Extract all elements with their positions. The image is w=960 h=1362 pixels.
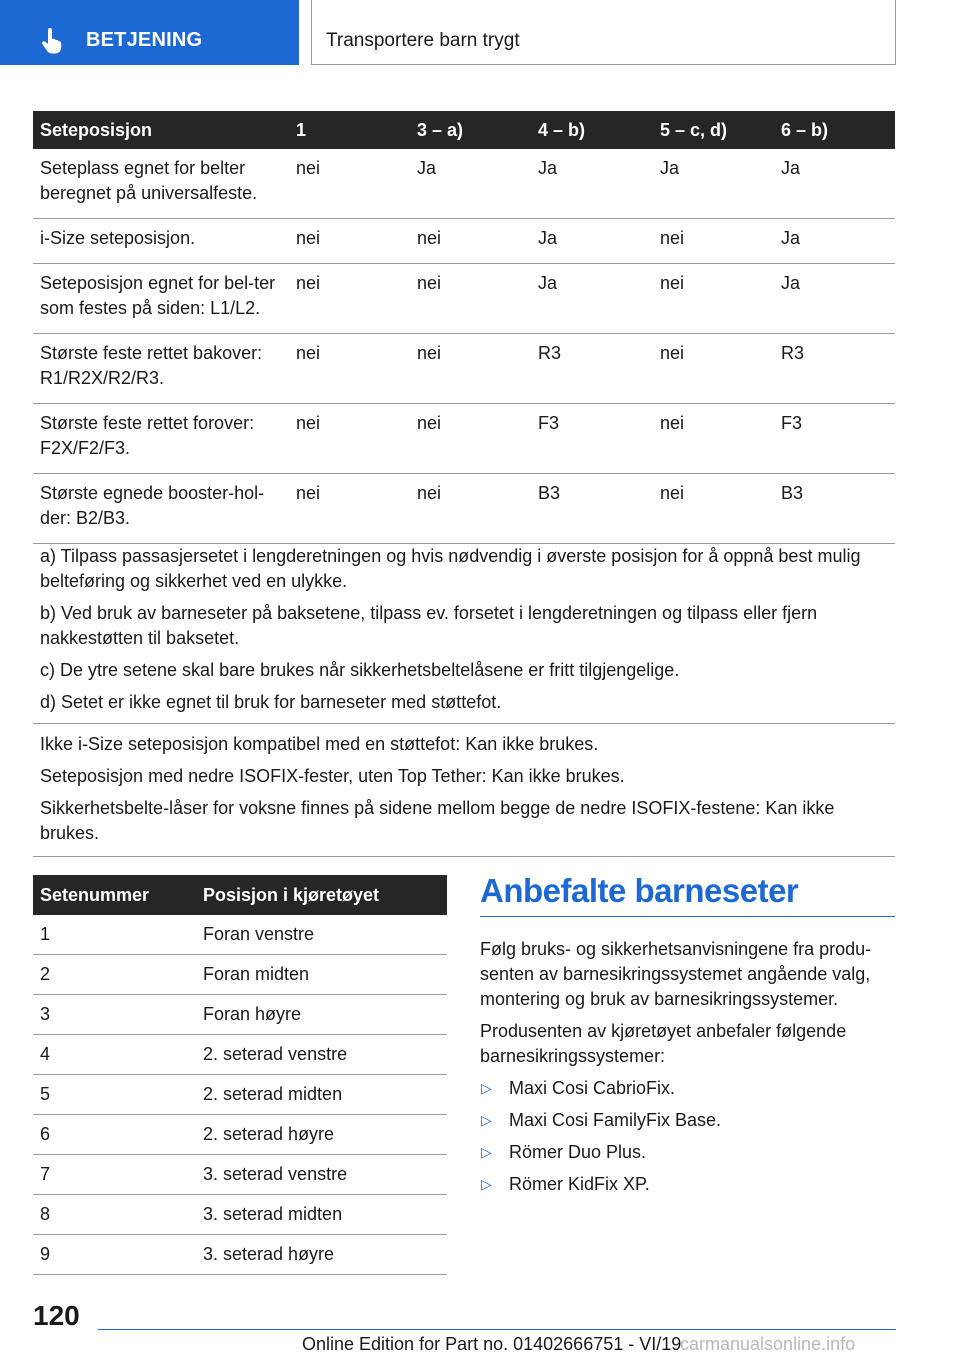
table-cell: 1: [33, 915, 196, 955]
divider: [33, 856, 895, 857]
triangle-bullet-icon: ▷: [481, 1144, 492, 1160]
list-item-text: Römer Duo Plus.: [509, 1142, 647, 1162]
column-header: Posisjon i kjøretøyet: [196, 875, 447, 915]
table-cell: 6: [33, 1115, 196, 1155]
hand-pointer-icon: [40, 28, 64, 54]
table-cell: Seteposisjon egnet for bel-ter som festes på siden: L1/L2.: [33, 264, 289, 334]
column-header: 6 – b): [774, 111, 895, 149]
table-row: [33, 149, 895, 219]
section-heading: Anbefalte barneseter: [480, 872, 895, 917]
edition-note: Online Edition for Part no. 01402666751 - VI/19: [302, 1334, 682, 1354]
table-cell: 2. seterad høyre: [196, 1115, 447, 1155]
page-number: 120: [33, 1300, 80, 1331]
seat-number-table: [33, 875, 447, 1275]
table-row: [33, 915, 447, 955]
table-cell: Ja: [410, 149, 531, 219]
table-cell: 9: [33, 1235, 196, 1275]
list-item-text: Römer KidFix XP.: [509, 1174, 650, 1194]
footnotes-block: [33, 538, 895, 857]
table-cell: 3. seterad venstre: [196, 1155, 447, 1195]
table-cell: nei: [289, 264, 410, 334]
table-row: [33, 264, 895, 334]
table-cell: 2. seterad venstre: [196, 1035, 447, 1075]
table-cell: Foran midten: [196, 955, 447, 995]
table-cell: nei: [289, 404, 410, 474]
table-cell: nei: [410, 474, 531, 544]
table-cell: Ja: [531, 264, 653, 334]
table-row: [33, 404, 895, 474]
table-row: [33, 1075, 447, 1115]
recommended-list: [480, 1076, 900, 1197]
table-row: [33, 1235, 447, 1275]
table-cell: F3: [774, 404, 895, 474]
table-cell: nei: [653, 264, 774, 334]
column-header: 1: [289, 111, 410, 149]
paragraph: Produsenten av kjøretøyet anbefaler følgende barnesikringssystemer:: [480, 1021, 847, 1066]
list-item: [480, 1076, 900, 1101]
table-cell: 3. seterad midten: [196, 1195, 447, 1235]
table-row: [33, 219, 895, 264]
note: Seteposisjon med nedre ISOFIX-fester, uten Top Tether: Kan ikke brukes.: [40, 766, 625, 786]
table-cell: Foran høyre: [196, 995, 447, 1035]
column-header: Setenummer: [33, 875, 196, 915]
table-cell: nei: [653, 474, 774, 544]
table-row: [33, 1155, 447, 1195]
table-row: [33, 334, 895, 404]
column-header: Seteposisjon: [33, 111, 289, 149]
list-item: [480, 1172, 900, 1197]
column-header: 4 – b): [531, 111, 653, 149]
table-cell: nei: [289, 219, 410, 264]
footnote: a) Tilpass passasjersetet i lengderetningen og hvis nødvendig i øverste posisjon for å oppnå best mulig belteføring og sikkerhet ved en ulykke.: [40, 546, 861, 591]
footnote: b) Ved bruk av barneseter på baksetene, tilpass ev. forsetet i lengderetningen og tilpass eller fjern nakkestøtten til baksetet.: [40, 603, 818, 648]
column-header: 3 – a): [410, 111, 531, 149]
table-row: [33, 1195, 447, 1235]
page-title-box: [311, 0, 896, 65]
table-cell: nei: [410, 404, 531, 474]
footnote: d) Setet er ikke egnet til bruk for barneseter med støttefot.: [40, 692, 502, 712]
note: Ikke i-Size seteposisjon kompatibel med en støttefot: Kan ikke brukes.: [40, 734, 599, 754]
table-cell: F3: [531, 404, 653, 474]
table-cell: Ja: [774, 149, 895, 219]
table-cell: nei: [653, 334, 774, 404]
table-cell: nei: [289, 334, 410, 404]
table-cell: 5: [33, 1075, 196, 1115]
table-cell: Største feste rettet bakover: R1/R2X/R2/R3.: [33, 334, 289, 404]
table-cell: nei: [289, 149, 410, 219]
table-cell: 3: [33, 995, 196, 1035]
watermark: carmanualsonline.info: [680, 1334, 856, 1354]
table-cell: B3: [531, 474, 653, 544]
list-item-text: Maxi Cosi CabrioFix.: [509, 1078, 676, 1098]
table-cell: R3: [774, 334, 895, 404]
table-cell: 2: [33, 955, 196, 995]
page-title: Transportere barn trygt: [326, 30, 520, 51]
table-cell: Ja: [531, 219, 653, 264]
triangle-bullet-icon: ▷: [481, 1080, 492, 1096]
table-cell: nei: [410, 334, 531, 404]
table-cell: 3. seterad høyre: [196, 1235, 447, 1275]
table-row: [33, 955, 447, 995]
table-cell: 8: [33, 1195, 196, 1235]
list-item: [480, 1108, 900, 1133]
list-item-text: Maxi Cosi FamilyFix Base.: [509, 1110, 722, 1130]
table-row: [33, 474, 895, 544]
table-cell: Ja: [653, 149, 774, 219]
table-header-row: [33, 111, 895, 149]
triangle-bullet-icon: ▷: [481, 1176, 492, 1192]
table-cell: 4: [33, 1035, 196, 1075]
table-cell: Største egnede booster-hol-der: B2/B3.: [33, 474, 289, 544]
table-cell: Foran venstre: [196, 915, 447, 955]
table-row: [33, 1115, 447, 1155]
table-cell: nei: [410, 264, 531, 334]
list-item: [480, 1140, 900, 1165]
table-cell: B3: [774, 474, 895, 544]
table-row: [33, 995, 447, 1035]
section-label: BETJENING: [86, 29, 203, 51]
table-cell: Ja: [774, 264, 895, 334]
table-cell: 7: [33, 1155, 196, 1195]
table-cell: Største feste rettet forover: F2X/F2/F3.: [33, 404, 289, 474]
table-cell: i-Size seteposisjon.: [33, 219, 289, 264]
paragraph: Følg bruks- og sikkerhetsanvisningene fra produ-senten av barnesikringssystemet angående valg, montering og bruk av barnesikringssystemer.: [480, 939, 872, 1009]
seat-position-table: [33, 111, 895, 544]
table-cell: R3: [531, 334, 653, 404]
notes-block: [40, 724, 888, 846]
table-cell: Ja: [531, 149, 653, 219]
note: Sikkerhetsbelte-låser for voksne finnes på sidene mellom begge de nedre ISOFIX-festene: Kan ikke brukes.: [40, 798, 835, 843]
table-cell: nei: [653, 219, 774, 264]
table-cell: nei: [410, 219, 531, 264]
table-cell: nei: [653, 404, 774, 474]
footnote: c) De ytre setene skal bare brukes når sikkerhetsbeltelåsene er fritt tilgjengelige.: [40, 660, 680, 680]
recommended-body: [480, 937, 900, 1204]
table-cell: 2. seterad midten: [196, 1075, 447, 1115]
section-tab[interactable]: [0, 0, 299, 65]
table-cell: Seteplass egnet for belter beregnet på universalfeste.: [33, 149, 289, 219]
table-header-row: [33, 875, 447, 915]
table-cell: nei: [289, 474, 410, 544]
table-row: [33, 1035, 447, 1075]
triangle-bullet-icon: ▷: [481, 1112, 492, 1128]
table-cell: Ja: [774, 219, 895, 264]
column-header: 5 – c, d): [653, 111, 774, 149]
footer-divider: [98, 1329, 896, 1330]
